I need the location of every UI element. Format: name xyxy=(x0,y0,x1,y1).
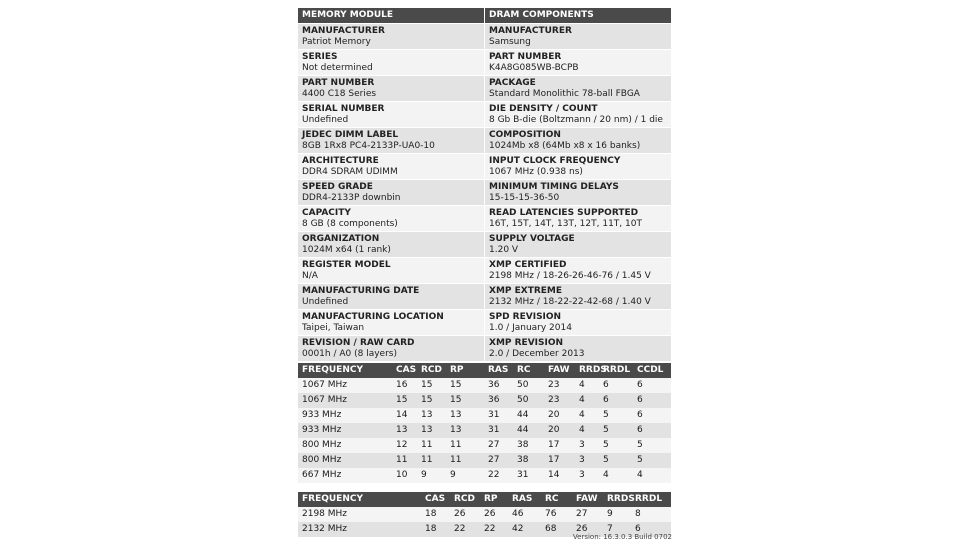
jedec-table-cell: 12 xyxy=(396,440,408,450)
info-row xyxy=(298,258,671,283)
jedec-table-column-header: RCD xyxy=(421,365,443,375)
dram-field-label: INPUT CLOCK FREQUENCY xyxy=(489,156,621,166)
info-row xyxy=(298,232,671,257)
jedec-table-column-header: RC xyxy=(517,365,531,375)
module-field-value: Undefined xyxy=(302,115,349,125)
jedec-table-cell: 6 xyxy=(637,380,643,390)
dram-field xyxy=(485,102,671,127)
dram-field-value: 2.0 / December 2013 xyxy=(489,349,585,359)
jedec-table-cell: 17 xyxy=(548,455,560,465)
dram-field-label: MINIMUM TIMING DELAYS xyxy=(489,182,619,192)
dram-field-value: 15-15-15-36-50 xyxy=(489,193,560,203)
jedec-table-cell: 800 MHz xyxy=(302,455,342,465)
xmp-table-cell: 22 xyxy=(454,524,466,534)
jedec-table-cell: 27 xyxy=(488,440,500,450)
info-row xyxy=(298,310,671,335)
jedec-table-cell: 50 xyxy=(517,395,529,405)
module-field-value: 1024M x64 (1 rank) xyxy=(302,245,391,255)
jedec-table-cell: 5 xyxy=(603,455,609,465)
jedec-table-cell: 5 xyxy=(603,440,609,450)
module-field xyxy=(298,154,484,179)
jedec-table-cell: 6 xyxy=(637,395,643,405)
xmp-table-cell: 46 xyxy=(512,509,524,519)
dram-field xyxy=(485,258,671,283)
dram-field-value: 2132 MHz / 18-22-22-42-68 / 1.40 V xyxy=(489,297,651,307)
jedec-table-cell: 667 MHz xyxy=(302,470,342,480)
jedec-table-cell: 5 xyxy=(637,455,643,465)
xmp-table-column-header: RRDL xyxy=(635,494,663,504)
jedec-table-cell: 4 xyxy=(579,380,585,390)
module-field-label: REVISION / RAW CARD xyxy=(302,338,415,348)
xmp-table-cell: 42 xyxy=(512,524,524,534)
memory-module-header: MEMORY MODULE xyxy=(298,8,484,23)
jedec-table-column-header: RRDL xyxy=(603,365,631,375)
spd-info-panel xyxy=(298,8,671,537)
module-field-value: Not determined xyxy=(302,63,373,73)
xmp-table-column-header: FAW xyxy=(576,494,598,504)
jedec-table-cell: 36 xyxy=(488,380,500,390)
dram-field-label: SUPPLY VOLTAGE xyxy=(489,234,575,244)
jedec-table-cell: 38 xyxy=(517,440,529,450)
module-field xyxy=(298,284,484,309)
xmp-table-cell: 22 xyxy=(484,524,496,534)
dram-field xyxy=(485,24,671,49)
info-row xyxy=(298,154,671,179)
jedec-table-row xyxy=(298,468,671,483)
module-field xyxy=(298,336,484,361)
jedec-table-cell: 4 xyxy=(579,410,585,420)
module-field xyxy=(298,102,484,127)
jedec-table-cell: 15 xyxy=(396,395,408,405)
module-field-label: SERIES xyxy=(302,52,338,62)
dram-field-value: 1067 MHz (0.938 ns) xyxy=(489,167,583,177)
module-field-label: MANUFACTURING DATE xyxy=(302,286,420,296)
jedec-table-row xyxy=(298,408,671,423)
jedec-table-column-header: CAS xyxy=(396,365,417,375)
jedec-table-column-header: FREQUENCY xyxy=(302,365,363,375)
module-field-value: DDR4 SDRAM UDIMM xyxy=(302,167,398,177)
xmp-table-cell: 76 xyxy=(545,509,557,519)
xmp-table-column-header: CAS xyxy=(425,494,446,504)
module-field-label: REGISTER MODEL xyxy=(302,260,391,270)
xmp-table-cell: 26 xyxy=(576,524,588,534)
dram-field-value: 16T, 15T, 14T, 13T, 12T, 11T, 10T xyxy=(489,219,642,229)
xmp-table-column-header: RRDS xyxy=(607,494,635,504)
xmp-table-cell: 2132 MHz xyxy=(302,524,348,534)
jedec-table-row xyxy=(298,423,671,438)
dram-field-value: K4A8G085WB-BCPB xyxy=(489,63,579,73)
jedec-table-cell: 14 xyxy=(548,470,560,480)
jedec-table-cell: 6 xyxy=(637,410,643,420)
xmp-table-cell: 26 xyxy=(454,509,466,519)
xmp-table-cell: 27 xyxy=(576,509,588,519)
xmp-table-column-header: FREQUENCY xyxy=(302,494,363,504)
dram-field-value: 2198 MHz / 18-26-26-46-76 / 1.45 V xyxy=(489,271,651,281)
dram-field-value: Standard Monolithic 78-ball FBGA xyxy=(489,89,640,99)
jedec-table-header-row xyxy=(298,363,671,378)
module-field-value: Undefined xyxy=(302,297,349,307)
jedec-table-cell: 9 xyxy=(450,470,456,480)
jedec-table-row xyxy=(298,438,671,453)
dram-field-label: SPD REVISION xyxy=(489,312,562,322)
jedec-table-cell: 15 xyxy=(450,395,462,405)
module-field xyxy=(298,206,484,231)
jedec-table-cell: 3 xyxy=(579,470,585,480)
module-field-label: MANUFACTURING LOCATION xyxy=(302,312,444,322)
module-field-value: 8GB 1Rx8 PC4-2133P-UA0-10 xyxy=(302,141,435,151)
jedec-table-cell: 13 xyxy=(421,410,433,420)
jedec-table-cell: 6 xyxy=(637,425,643,435)
jedec-table-cell: 20 xyxy=(548,410,560,420)
jedec-table-cell: 14 xyxy=(396,410,408,420)
dram-field xyxy=(485,284,671,309)
jedec-table-cell: 50 xyxy=(517,380,529,390)
jedec-table-cell: 3 xyxy=(579,455,585,465)
dram-field-label: COMPOSITION xyxy=(489,130,561,140)
module-field-value: 0001h / A0 (8 layers) xyxy=(302,349,397,359)
jedec-table-cell: 800 MHz xyxy=(302,440,342,450)
xmp-table-column-header: RP xyxy=(484,494,498,504)
jedec-table-cell: 11 xyxy=(421,455,433,465)
dram-field xyxy=(485,336,671,361)
jedec-table-cell: 13 xyxy=(396,425,408,435)
module-field-value: DDR4-2133P downbin xyxy=(302,193,401,203)
info-row xyxy=(298,102,671,127)
xmp-table-cell: 68 xyxy=(545,524,557,534)
xmp-table-column-header: RC xyxy=(545,494,559,504)
info-row xyxy=(298,50,671,75)
dram-field-label: XMP CERTIFIED xyxy=(489,260,567,270)
module-field-value: Patriot Memory xyxy=(302,37,371,47)
dram-field xyxy=(485,154,671,179)
module-field-label: ARCHITECTURE xyxy=(302,156,379,166)
jedec-table-cell: 933 MHz xyxy=(302,425,342,435)
jedec-table-cell: 31 xyxy=(488,425,500,435)
jedec-table-cell: 933 MHz xyxy=(302,410,342,420)
xmp-table-row xyxy=(298,507,671,522)
jedec-table-cell: 15 xyxy=(450,380,462,390)
xmp-table-cell: 8 xyxy=(635,509,641,519)
jedec-table-cell: 23 xyxy=(548,395,560,405)
xmp-timing-table xyxy=(298,492,671,537)
dram-field-value: 1.20 V xyxy=(489,245,519,255)
dram-field xyxy=(485,310,671,335)
jedec-table-cell: 22 xyxy=(488,470,500,480)
jedec-table-column-header: RRDS xyxy=(579,365,607,375)
info-row xyxy=(298,180,671,205)
jedec-table-cell: 11 xyxy=(396,455,408,465)
xmp-table-cell: 6 xyxy=(635,524,641,534)
module-field xyxy=(298,24,484,49)
jedec-table-column-header: RAS xyxy=(488,365,509,375)
dram-field-label: PACKAGE xyxy=(489,78,536,88)
jedec-table-row xyxy=(298,378,671,393)
section-header-row xyxy=(298,8,671,23)
module-field xyxy=(298,258,484,283)
dram-field-value: 1.0 / January 2014 xyxy=(489,323,572,333)
dram-field-value: 1024Mb x8 (64Mb x8 x 16 banks) xyxy=(489,141,641,151)
module-field-label: JEDEC DIMM LABEL xyxy=(302,130,399,140)
module-field-label: PART NUMBER xyxy=(302,78,375,88)
jedec-table-cell: 31 xyxy=(517,470,529,480)
jedec-table-cell: 4 xyxy=(579,425,585,435)
module-field-value: N/A xyxy=(302,271,318,281)
dram-field-value: Samsung xyxy=(489,37,531,47)
dram-field-label: MANUFACTURER xyxy=(489,26,572,36)
dram-field-value: 8 Gb B-die (Boltzmann / 20 nm) / 1 die xyxy=(489,115,663,125)
jedec-table-cell: 13 xyxy=(450,410,462,420)
module-field-value: 4400 C18 Series xyxy=(302,89,377,99)
module-field-value: 8 GB (8 components) xyxy=(302,219,398,229)
jedec-table-cell: 36 xyxy=(488,395,500,405)
module-field-label: CAPACITY xyxy=(302,208,351,218)
xmp-table-cell: 26 xyxy=(484,509,496,519)
info-row xyxy=(298,128,671,153)
jedec-table-cell: 4 xyxy=(579,395,585,405)
jedec-table-cell: 27 xyxy=(488,455,500,465)
jedec-table-cell: 5 xyxy=(637,440,643,450)
dram-field-label: READ LATENCIES SUPPORTED xyxy=(489,208,639,218)
info-row xyxy=(298,336,671,361)
dram-field-label: XMP REVISION xyxy=(489,338,564,348)
module-field xyxy=(298,232,484,257)
module-field xyxy=(298,50,484,75)
module-field-label: ORGANIZATION xyxy=(302,234,380,244)
module-field-label: SERIAL NUMBER xyxy=(302,104,385,114)
xmp-table-column-header: RAS xyxy=(512,494,533,504)
jedec-table-cell: 13 xyxy=(421,425,433,435)
module-field xyxy=(298,180,484,205)
jedec-table-cell: 38 xyxy=(517,455,529,465)
info-row xyxy=(298,206,671,231)
jedec-table-cell: 20 xyxy=(548,425,560,435)
dram-field xyxy=(485,206,671,231)
jedec-table-cell: 10 xyxy=(396,470,408,480)
jedec-table-cell: 9 xyxy=(421,470,427,480)
xmp-table-cell: 18 xyxy=(425,524,437,534)
xmp-table-header-row xyxy=(298,492,671,507)
jedec-table-cell: 31 xyxy=(488,410,500,420)
jedec-table-cell: 44 xyxy=(517,410,529,420)
jedec-table-cell: 11 xyxy=(450,455,462,465)
dram-field xyxy=(485,232,671,257)
dram-field-label: PART NUMBER xyxy=(489,52,562,62)
info-rows xyxy=(298,24,671,361)
xmp-table-cell: 18 xyxy=(425,509,437,519)
module-field xyxy=(298,76,484,101)
dram-field xyxy=(485,128,671,153)
xmp-table-column-header: RCD xyxy=(454,494,476,504)
dram-field xyxy=(485,180,671,205)
jedec-table-row xyxy=(298,393,671,408)
jedec-table-cell: 4 xyxy=(603,470,609,480)
jedec-timing-table xyxy=(298,363,671,483)
info-row xyxy=(298,24,671,49)
dram-field-label: DIE DENSITY / COUNT xyxy=(489,104,598,114)
jedec-table-cell: 1067 MHz xyxy=(302,380,348,390)
dram-components-header: DRAM COMPONENTS xyxy=(485,8,671,23)
info-row xyxy=(298,76,671,101)
jedec-table-cell: 15 xyxy=(421,380,433,390)
jedec-table-cell: 4 xyxy=(637,470,643,480)
dram-field xyxy=(485,76,671,101)
module-field-label: SPEED GRADE xyxy=(302,182,373,192)
xmp-table-cell: 2198 MHz xyxy=(302,509,348,519)
jedec-table-cell: 23 xyxy=(548,380,560,390)
jedec-table-cell: 15 xyxy=(421,395,433,405)
jedec-table-cell: 11 xyxy=(450,440,462,450)
jedec-table-column-header: RP xyxy=(450,365,464,375)
dram-field xyxy=(485,50,671,75)
jedec-table-cell: 11 xyxy=(421,440,433,450)
jedec-table-cell: 1067 MHz xyxy=(302,395,348,405)
jedec-table-cell: 44 xyxy=(517,425,529,435)
jedec-table-cell: 5 xyxy=(603,425,609,435)
dram-field-label: XMP EXTREME xyxy=(489,286,563,296)
jedec-table-cell: 13 xyxy=(450,425,462,435)
xmp-table-cell: 7 xyxy=(607,524,613,534)
jedec-table-cell: 5 xyxy=(603,410,609,420)
jedec-table-cell: 6 xyxy=(603,380,609,390)
xmp-table-cell: 9 xyxy=(607,509,613,519)
version-label: Version: 16.3.0.3 Build 0702 xyxy=(572,533,672,541)
module-field xyxy=(298,310,484,335)
jedec-table-column-header: FAW xyxy=(548,365,570,375)
info-row xyxy=(298,284,671,309)
module-field-value: Taipei, Taiwan xyxy=(302,323,365,333)
jedec-table-row xyxy=(298,453,671,468)
module-field-label: MANUFACTURER xyxy=(302,26,385,36)
jedec-table-cell: 17 xyxy=(548,440,560,450)
module-field xyxy=(298,128,484,153)
jedec-table-cell: 16 xyxy=(396,380,408,390)
jedec-table-cell: 3 xyxy=(579,440,585,450)
jedec-table-cell: 6 xyxy=(603,395,609,405)
jedec-table-column-header: CCDL xyxy=(637,365,664,375)
